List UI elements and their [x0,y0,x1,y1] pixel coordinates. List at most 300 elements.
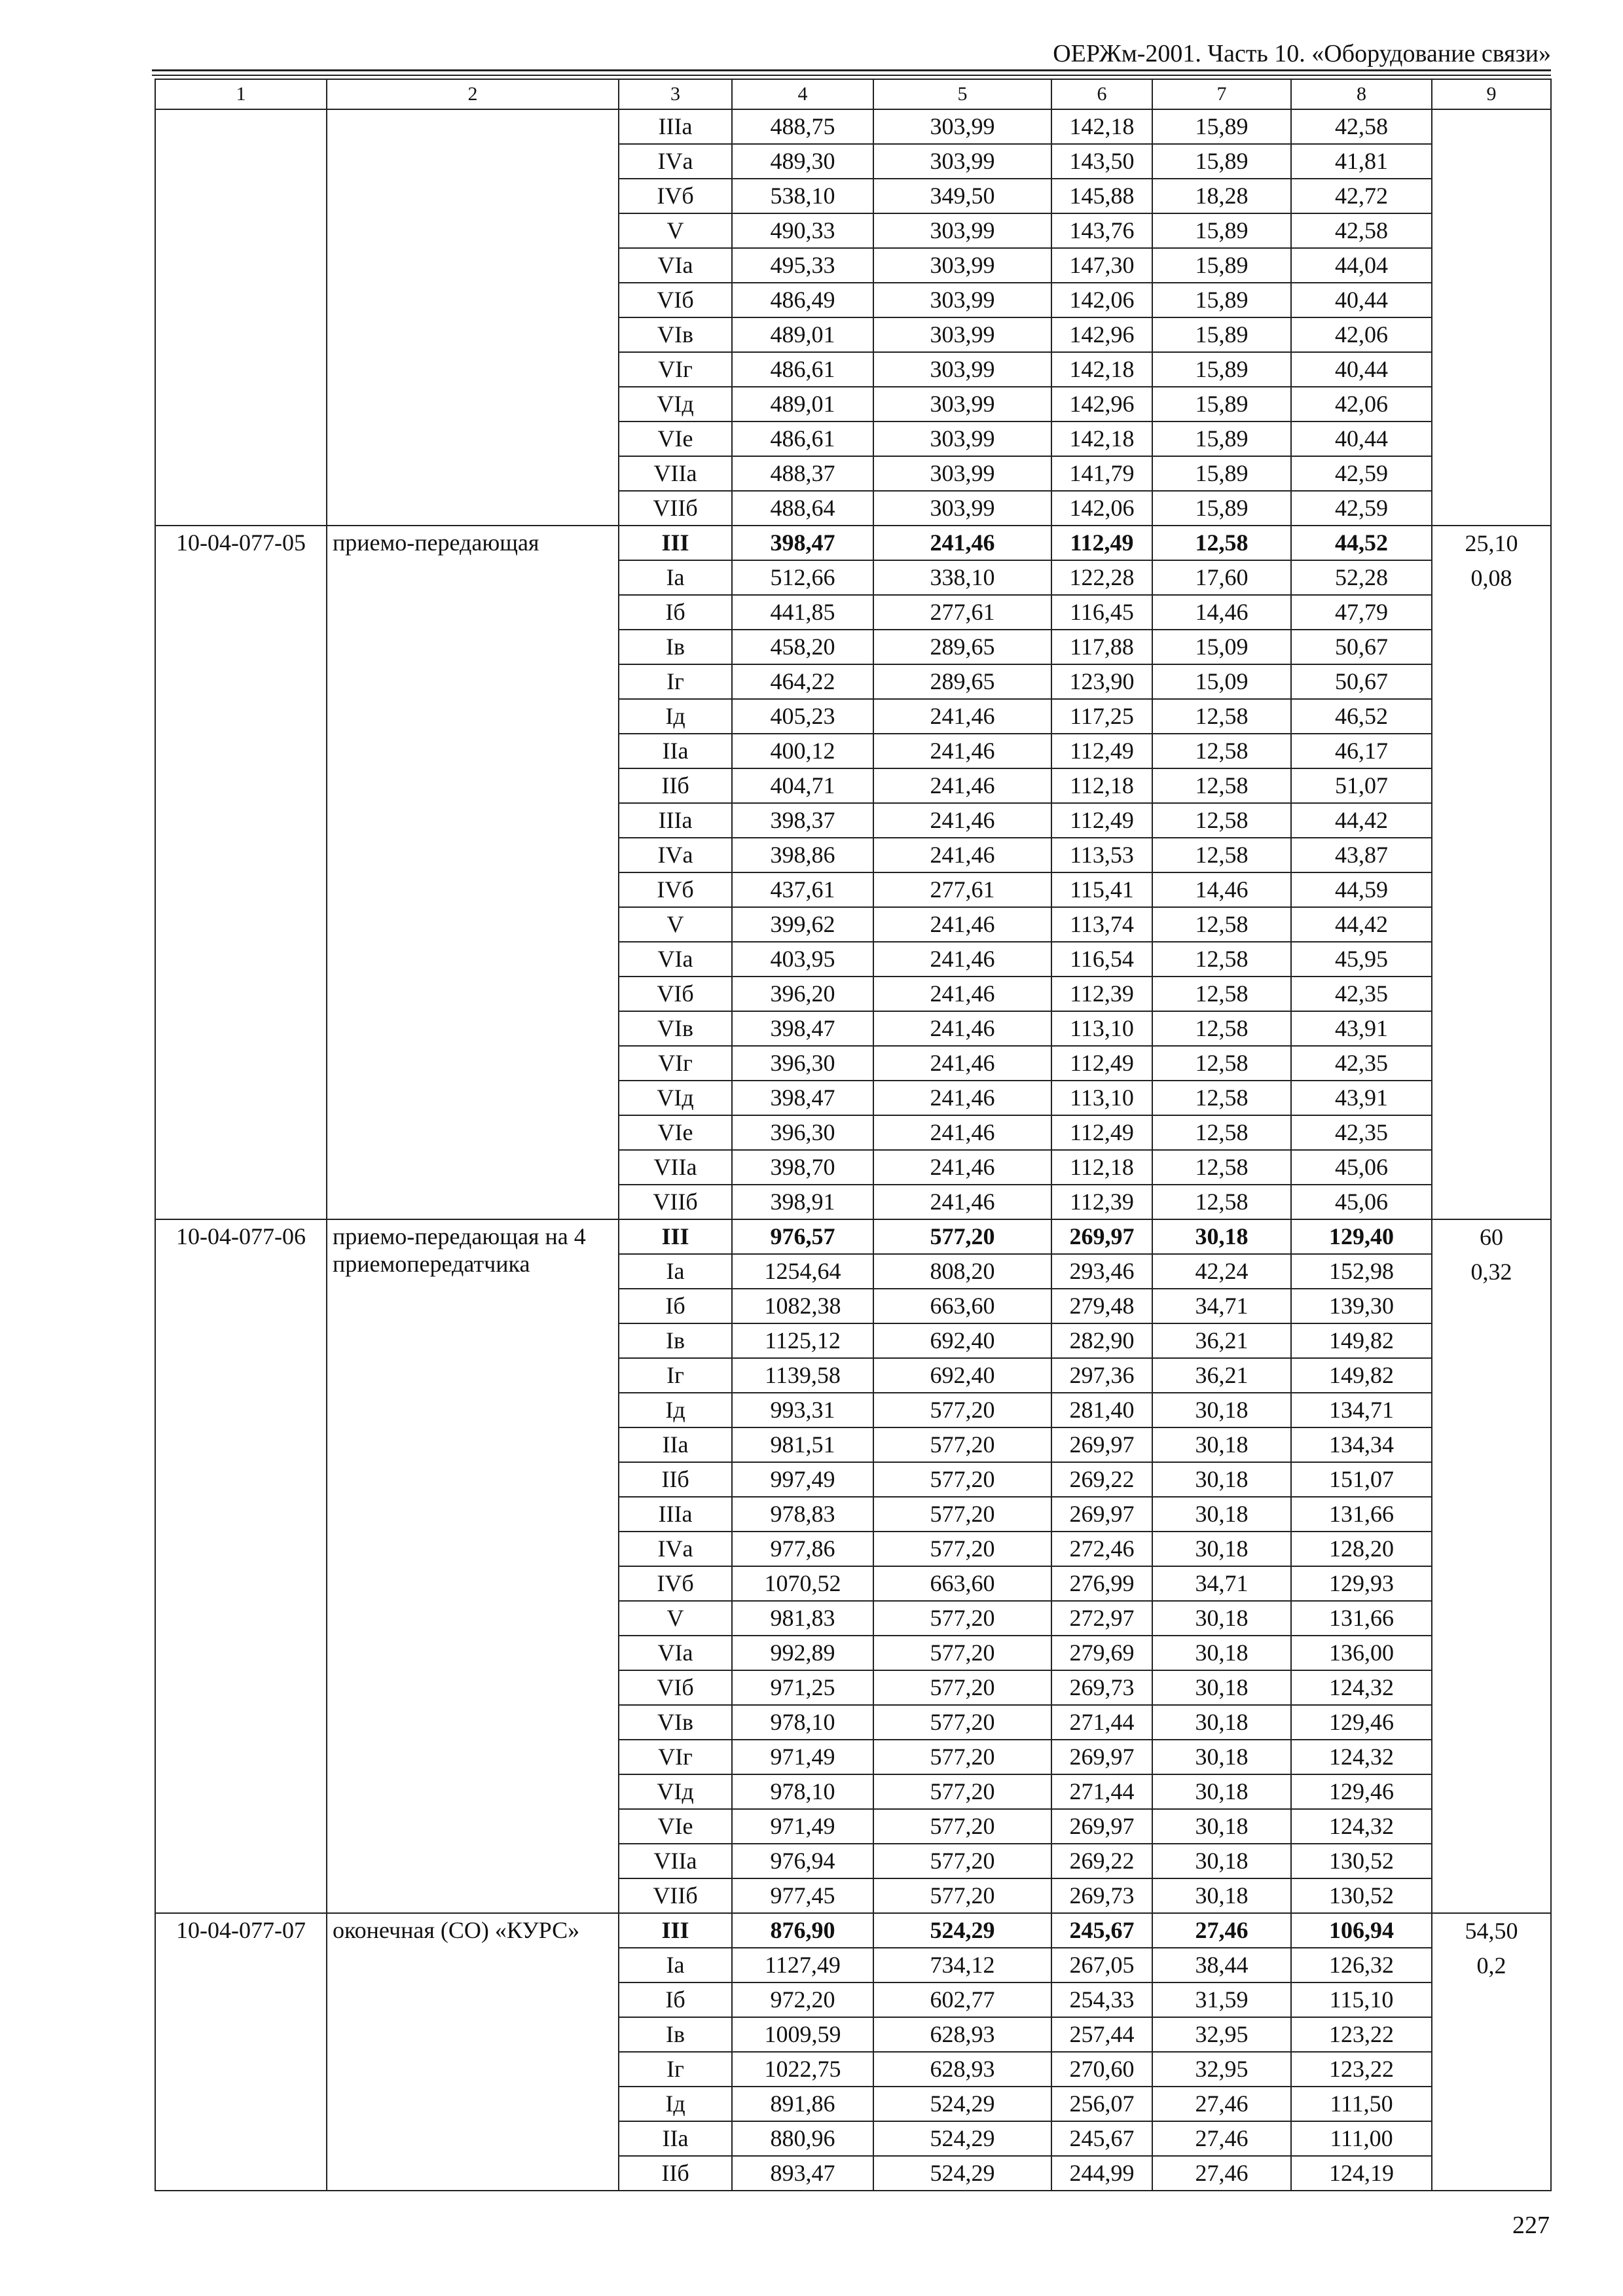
value-cell: 129,40 [1291,1219,1432,1254]
zone-cell: IVб [619,872,732,907]
value-cell: 488,64 [732,491,873,526]
value-cell: 269,73 [1051,1670,1152,1705]
value-cell: 399,62 [732,907,873,942]
value-cell: 45,06 [1291,1185,1432,1219]
value-cell: 113,10 [1051,1011,1152,1046]
zone-cell: IIб [619,1462,732,1497]
zone-cell: Iд [619,699,732,734]
value-cell: 663,60 [873,1566,1051,1601]
value-cell: 42,35 [1291,1046,1432,1081]
value-cell: 136,00 [1291,1636,1432,1670]
zone-cell: IVб [619,1566,732,1601]
value-cell: 12,58 [1152,907,1291,942]
value-cell: 30,18 [1152,1532,1291,1566]
table-body [155,109,1551,2191]
value-cell: 241,46 [873,803,1051,838]
column-9-value: 54,50 [1465,1918,1518,1944]
value-cell: 241,46 [873,977,1051,1011]
value-cell: 577,20 [873,1878,1051,1913]
zone-cell: VIб [619,283,732,317]
value-cell: 279,69 [1051,1636,1152,1670]
value-cell: 44,04 [1291,248,1432,283]
value-cell: 490,33 [732,213,873,248]
value-cell: 577,20 [873,1497,1051,1532]
zone-cell: Iв [619,2017,732,2052]
value-cell: 1070,52 [732,1566,873,1601]
table-row [155,1219,1551,1254]
page-number: 227 [1512,2212,1550,2239]
value-cell: 577,20 [873,1670,1051,1705]
value-cell: 12,58 [1152,1185,1291,1219]
zone-cell: VIе [619,1115,732,1150]
value-cell: 993,31 [732,1393,873,1427]
column-9-value: 0,2 [1476,1952,1506,1979]
value-cell: 577,20 [873,1462,1051,1497]
column-9-cell [1432,1219,1551,1913]
zone-cell: VIд [619,1081,732,1115]
value-cell: 112,39 [1051,1185,1152,1219]
zone-cell: IIа [619,734,732,768]
value-cell: 271,44 [1051,1705,1152,1740]
value-cell: 281,40 [1051,1393,1152,1427]
value-cell: 303,99 [873,422,1051,456]
zone-cell: IIа [619,2121,732,2156]
value-cell: 41,81 [1291,144,1432,179]
value-cell: 271,44 [1051,1774,1152,1809]
value-cell: 488,37 [732,456,873,491]
value-cell: 32,95 [1152,2052,1291,2087]
value-cell: 1127,49 [732,1948,873,1982]
value-cell: 17,60 [1152,560,1291,595]
column-header: 9 [1432,79,1551,109]
zone-cell: Iб [619,1982,732,2017]
value-cell: 126,32 [1291,1948,1432,1982]
value-cell: 297,36 [1051,1358,1152,1393]
value-cell: 396,20 [732,977,873,1011]
value-cell: 978,10 [732,1774,873,1809]
zone-cell: IVа [619,1532,732,1566]
column-header: 8 [1291,79,1432,109]
value-cell: 495,33 [732,248,873,283]
zone-cell: IIб [619,768,732,803]
value-cell: 489,01 [732,317,873,352]
value-cell: 303,99 [873,317,1051,352]
column-header: 6 [1051,79,1152,109]
value-cell: 38,44 [1152,1948,1291,1982]
value-cell: 42,59 [1291,491,1432,526]
value-cell: 880,96 [732,2121,873,2156]
value-cell: 131,66 [1291,1601,1432,1636]
value-cell: 36,21 [1152,1358,1291,1393]
value-cell: 139,30 [1291,1289,1432,1323]
value-cell: 12,58 [1152,838,1291,872]
zone-cell: Iг [619,1358,732,1393]
value-cell: 106,94 [1291,1913,1432,1948]
value-cell: 1125,12 [732,1323,873,1358]
value-cell: 15,89 [1152,109,1291,144]
zone-cell: IIа [619,1427,732,1462]
value-cell: 12,58 [1152,699,1291,734]
zone-cell: Iг [619,2052,732,2087]
value-cell: 34,71 [1152,1289,1291,1323]
rate-code-cell: 10-04-077-07 [155,1913,327,2191]
value-cell: 15,89 [1152,456,1291,491]
value-cell: 30,18 [1152,1497,1291,1532]
value-cell: 577,20 [873,1532,1051,1566]
column-9-value: 0,08 [1470,565,1512,591]
value-cell: 405,23 [732,699,873,734]
value-cell: 44,59 [1291,872,1432,907]
value-cell: 149,82 [1291,1358,1432,1393]
value-cell: 254,33 [1051,1982,1152,2017]
value-cell: 112,49 [1051,526,1152,560]
value-cell: 269,22 [1051,1844,1152,1878]
value-cell: 124,32 [1291,1809,1432,1844]
value-cell: 34,71 [1152,1566,1291,1601]
value-cell: 396,30 [732,1046,873,1081]
zone-cell: III [619,1219,732,1254]
value-cell: 303,99 [873,248,1051,283]
value-cell: 978,83 [732,1497,873,1532]
value-cell: 272,97 [1051,1601,1152,1636]
price-table [155,79,1552,2191]
value-cell: 241,46 [873,907,1051,942]
value-cell: 40,44 [1291,283,1432,317]
value-cell: 241,46 [873,1185,1051,1219]
value-cell: 398,70 [732,1150,873,1185]
value-cell: 349,50 [873,179,1051,213]
value-cell: 976,94 [732,1844,873,1878]
value-cell: 15,09 [1152,664,1291,699]
zone-cell: VIа [619,942,732,977]
column-header: 7 [1152,79,1291,109]
value-cell: 30,18 [1152,1774,1291,1809]
column-header: 4 [732,79,873,109]
value-cell: 971,25 [732,1670,873,1705]
value-cell: 124,19 [1291,2156,1432,2191]
value-cell: 602,77 [873,1982,1051,2017]
value-cell: 338,10 [873,560,1051,595]
value-cell: 142,06 [1051,283,1152,317]
value-cell: 734,12 [873,1948,1051,1982]
value-cell: 112,39 [1051,977,1152,1011]
value-cell: 111,50 [1291,2087,1432,2121]
value-cell: 115,41 [1051,872,1152,907]
zone-cell: VIв [619,1011,732,1046]
value-cell: 42,06 [1291,387,1432,422]
value-cell: 30,18 [1152,1844,1291,1878]
zone-cell: VIв [619,317,732,352]
value-cell: 303,99 [873,109,1051,144]
value-cell: 289,65 [873,630,1051,664]
description-cell [327,109,619,526]
value-cell: 303,99 [873,144,1051,179]
value-cell: 44,42 [1291,907,1432,942]
value-cell: 279,48 [1051,1289,1152,1323]
zone-cell: VIIа [619,1150,732,1185]
value-cell: 142,18 [1051,352,1152,387]
value-cell: 245,67 [1051,1913,1152,1948]
value-cell: 30,18 [1152,1670,1291,1705]
value-cell: 241,46 [873,526,1051,560]
value-cell: 115,10 [1291,1982,1432,2017]
value-cell: 46,52 [1291,699,1432,734]
value-cell: 42,35 [1291,1115,1432,1150]
value-cell: 272,46 [1051,1532,1152,1566]
value-cell: 15,89 [1152,422,1291,456]
value-cell: 142,06 [1051,491,1152,526]
value-cell: 31,59 [1152,1982,1291,2017]
value-cell: 12,58 [1152,734,1291,768]
zone-cell: Iб [619,1289,732,1323]
column-9-value: 0,32 [1470,1259,1512,1285]
value-cell: 12,58 [1152,1081,1291,1115]
value-cell: 36,21 [1152,1323,1291,1358]
value-cell: 241,46 [873,1150,1051,1185]
value-cell: 32,95 [1152,2017,1291,2052]
zone-cell: IIб [619,2156,732,2191]
value-cell: 489,30 [732,144,873,179]
value-cell: 486,61 [732,422,873,456]
value-cell: 976,57 [732,1219,873,1254]
value-cell: 997,49 [732,1462,873,1497]
value-cell: 398,37 [732,803,873,838]
value-cell: 303,99 [873,456,1051,491]
value-cell: 241,46 [873,1011,1051,1046]
value-cell: 27,46 [1152,1913,1291,1948]
value-cell: 577,20 [873,1393,1051,1427]
zone-cell: Iв [619,630,732,664]
zone-cell: IVа [619,144,732,179]
value-cell: 15,89 [1152,213,1291,248]
value-cell: 129,93 [1291,1566,1432,1601]
value-cell: 971,49 [732,1740,873,1774]
value-cell: 404,71 [732,768,873,803]
zone-cell: VIIа [619,1844,732,1878]
value-cell: 45,06 [1291,1150,1432,1185]
value-cell: 47,79 [1291,595,1432,630]
value-cell: 12,58 [1152,1115,1291,1150]
value-cell: 303,99 [873,491,1051,526]
value-cell: 15,89 [1152,352,1291,387]
value-cell: 524,29 [873,1913,1051,1948]
value-cell: 128,20 [1291,1532,1432,1566]
value-cell: 12,58 [1152,942,1291,977]
value-cell: 44,42 [1291,803,1432,838]
value-cell: 42,58 [1291,109,1432,144]
zone-cell: VIа [619,248,732,283]
column-9-value: 25,10 [1465,530,1518,556]
value-cell: 18,28 [1152,179,1291,213]
value-cell: 15,89 [1152,248,1291,283]
value-cell: 45,95 [1291,942,1432,977]
value-cell: 147,30 [1051,248,1152,283]
zone-cell: IIIа [619,109,732,144]
value-cell: 142,18 [1051,109,1152,144]
value-cell: 276,99 [1051,1566,1152,1601]
zone-cell: Iб [619,595,732,630]
value-cell: 145,88 [1051,179,1152,213]
zone-cell: VIд [619,1774,732,1809]
value-cell: 269,97 [1051,1497,1152,1532]
value-cell: 116,45 [1051,595,1152,630]
value-cell: 113,74 [1051,907,1152,942]
value-cell: 44,52 [1291,526,1432,560]
column-9-cell [1432,109,1551,526]
value-cell: 15,89 [1152,317,1291,352]
value-cell: 241,46 [873,1081,1051,1115]
value-cell: 241,46 [873,768,1051,803]
value-cell: 15,89 [1152,144,1291,179]
value-cell: 241,46 [873,1115,1051,1150]
value-cell: 30,18 [1152,1601,1291,1636]
zone-cell: VIг [619,1740,732,1774]
value-cell: 14,46 [1152,595,1291,630]
zone-cell: Iа [619,1254,732,1289]
value-cell: 1254,64 [732,1254,873,1289]
zone-cell: Iв [619,1323,732,1358]
value-cell: 42,72 [1291,179,1432,213]
value-cell: 116,54 [1051,942,1152,977]
value-cell: 142,96 [1051,387,1152,422]
value-cell: 30,18 [1152,1427,1291,1462]
value-cell: 15,89 [1152,491,1291,526]
zone-cell: VIг [619,1046,732,1081]
value-cell: 398,47 [732,1011,873,1046]
value-cell: 113,10 [1051,1081,1152,1115]
value-cell: 303,99 [873,283,1051,317]
value-cell: 42,59 [1291,456,1432,491]
zone-cell: Iд [619,1393,732,1427]
value-cell: 293,46 [1051,1254,1152,1289]
value-cell: 27,46 [1152,2121,1291,2156]
value-cell: 112,49 [1051,1046,1152,1081]
value-cell: 15,89 [1152,283,1291,317]
rate-code-cell: 10-04-077-05 [155,526,327,1219]
value-cell: 269,97 [1051,1809,1152,1844]
value-cell: 12,58 [1152,1046,1291,1081]
value-cell: 486,49 [732,283,873,317]
value-cell: 398,47 [732,526,873,560]
value-cell: 46,17 [1291,734,1432,768]
value-cell: 876,90 [732,1913,873,1948]
value-cell: 117,25 [1051,699,1152,734]
column-9-value: 60 [1480,1224,1503,1250]
column-9-cell [1432,1913,1551,2191]
zone-cell: VIв [619,1705,732,1740]
zone-cell: IVа [619,838,732,872]
column-number-row [155,79,1551,109]
zone-cell: Iд [619,2087,732,2121]
value-cell: 12,58 [1152,977,1291,1011]
table-row [155,526,1551,560]
value-cell: 893,47 [732,2156,873,2191]
value-cell: 437,61 [732,872,873,907]
header-rule-thick [152,69,1551,71]
value-cell: 40,44 [1291,422,1432,456]
value-cell: 142,18 [1051,422,1152,456]
zone-cell: VIIа [619,456,732,491]
value-cell: 111,00 [1291,2121,1432,2156]
value-cell: 282,90 [1051,1323,1152,1358]
value-cell: 123,22 [1291,2017,1432,2052]
value-cell: 577,20 [873,1740,1051,1774]
value-cell: 151,07 [1291,1462,1432,1497]
value-cell: 1009,59 [732,2017,873,2052]
value-cell: 40,44 [1291,352,1432,387]
value-cell: 245,67 [1051,2121,1152,2156]
value-cell: 628,93 [873,2052,1051,2087]
column-header: 1 [155,79,327,109]
value-cell: 112,18 [1051,768,1152,803]
description-cell: приемо-передающая [327,526,619,1219]
zone-cell: V [619,1601,732,1636]
zone-cell: VIа [619,1636,732,1670]
value-cell: 458,20 [732,630,873,664]
value-cell: 15,09 [1152,630,1291,664]
value-cell: 112,49 [1051,1115,1152,1150]
zone-cell: III [619,1913,732,1948]
value-cell: 398,91 [732,1185,873,1219]
value-cell: 27,46 [1152,2087,1291,2121]
value-cell: 141,79 [1051,456,1152,491]
zone-cell: IVб [619,179,732,213]
value-cell: 400,12 [732,734,873,768]
column-header: 5 [873,79,1051,109]
value-cell: 977,86 [732,1532,873,1566]
zone-cell: VIIб [619,491,732,526]
column-9-cell [1432,526,1551,1219]
value-cell: 30,18 [1152,1462,1291,1497]
value-cell: 981,51 [732,1427,873,1462]
value-cell: 241,46 [873,838,1051,872]
value-cell: 277,61 [873,595,1051,630]
value-cell: 30,18 [1152,1219,1291,1254]
value-cell: 124,32 [1291,1740,1432,1774]
zone-cell: V [619,213,732,248]
value-cell: 43,91 [1291,1081,1432,1115]
value-cell: 524,29 [873,2087,1051,2121]
value-cell: 398,86 [732,838,873,872]
value-cell: 577,20 [873,1844,1051,1878]
value-cell: 130,52 [1291,1844,1432,1878]
value-cell: 396,30 [732,1115,873,1150]
value-cell: 403,95 [732,942,873,977]
value-cell: 692,40 [873,1358,1051,1393]
value-cell: 289,65 [873,664,1051,699]
value-cell: 257,44 [1051,2017,1152,2052]
value-cell: 269,73 [1051,1878,1152,1913]
value-cell: 244,99 [1051,2156,1152,2191]
value-cell: 14,46 [1152,872,1291,907]
zone-cell: VIе [619,1809,732,1844]
value-cell: 142,96 [1051,317,1152,352]
value-cell: 488,75 [732,109,873,144]
value-cell: 112,49 [1051,734,1152,768]
value-cell: 441,85 [732,595,873,630]
zone-cell: V [619,907,732,942]
value-cell: 50,67 [1291,664,1432,699]
value-cell: 112,18 [1051,1150,1152,1185]
value-cell: 12,58 [1152,803,1291,838]
value-cell: 30,18 [1152,1705,1291,1740]
value-cell: 42,06 [1291,317,1432,352]
value-cell: 538,10 [732,179,873,213]
value-cell: 112,49 [1051,803,1152,838]
value-cell: 122,28 [1051,560,1152,595]
value-cell: 277,61 [873,872,1051,907]
value-cell: 241,46 [873,734,1051,768]
